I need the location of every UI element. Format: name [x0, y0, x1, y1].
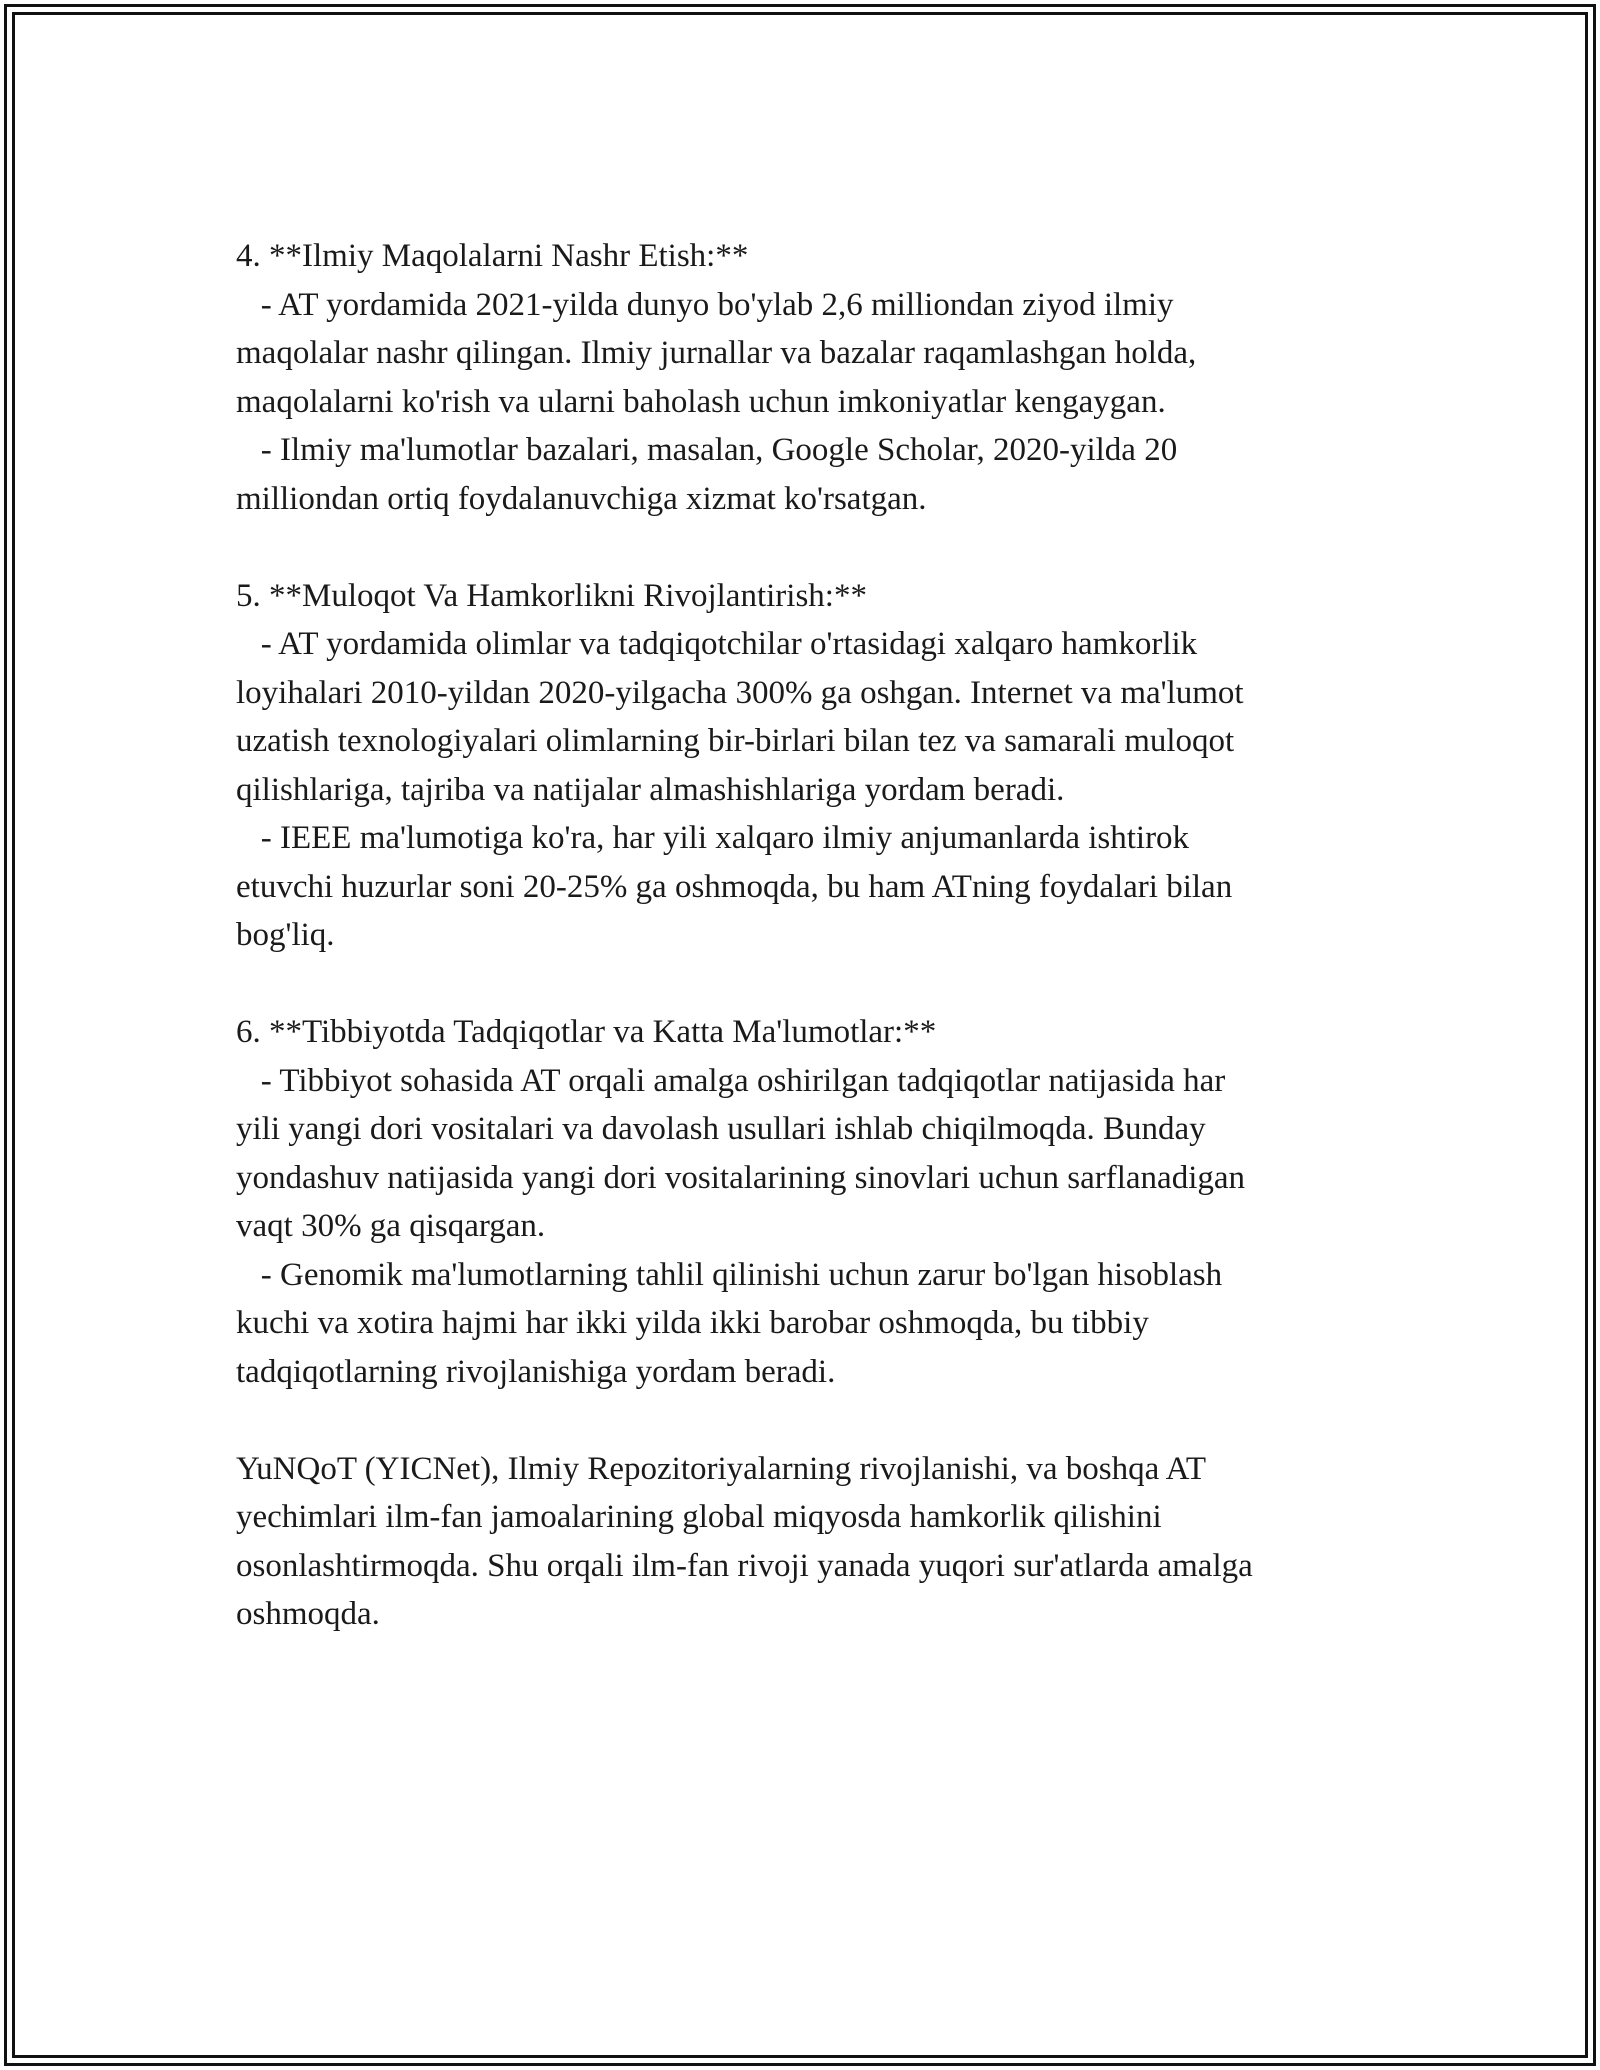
- section-heading: 6. **Tibbiyotda Tadqiqotlar va Katta Ma'lumotlar:**: [236, 1014, 937, 1050]
- paragraph-gap: [236, 523, 1386, 572]
- document-body: [236, 232, 1386, 1639]
- text-line: loyihalari 2010-yildan 2020-yilgacha 300% ga oshgan. Internet va ma'lumot: [236, 674, 1244, 711]
- paragraph-gap: [236, 1396, 1386, 1445]
- text-line: etuvchi huzurlar soni 20-25% ga oshmoqda, bu ham ATning foydalari bilan: [236, 868, 1233, 905]
- text-line: - Tibbiyot sohasida AT orqali amalga oshirilgan tadqiqotlar natijasida har: [236, 1062, 1226, 1099]
- text-line: - AT yordamida 2021-yilda dunyo bo'ylab 2,6 milliondan ziyod ilmiy: [236, 286, 1174, 323]
- text-line: YuNQoT (YICNet), Ilmiy Repozitoriyalarning rivojlanishi, va boshqa AT: [236, 1450, 1206, 1487]
- text-line: bog'liq.: [236, 917, 335, 953]
- text-line: - Genomik ma'lumotlarning tahlil qilinishi uchun zarur bo'lgan hisoblash: [236, 1256, 1223, 1293]
- text-line: qilishlariga, tajriba va natijalar almashishlariga yordam beradi.: [236, 771, 1065, 808]
- text-line: yili yangi dori vositalari va davolash usullari ishlab chiqilmoqda. Bunday: [236, 1111, 1206, 1147]
- paragraph-gap: [236, 960, 1386, 1009]
- text-line: yondashuv natijasida yangi dori vositalarining sinovlari uchun sarflanadigan: [236, 1159, 1246, 1196]
- text-line: - IEEE ma'lumotiga ko'ra, har yili xalqaro ilmiy anjumanlarda ishtirok: [236, 820, 1190, 856]
- section-conclusion: [236, 1445, 1386, 1639]
- text-line: milliondan ortiq foydalanuvchiga xizmat ko'rsatgan.: [236, 480, 927, 517]
- text-line: oshmoqda.: [236, 1596, 380, 1632]
- section-ilmiy-maqolalar: [236, 232, 1386, 523]
- section-muloqot-hamkorlik: [236, 572, 1386, 960]
- text-line: kuchi va xotira hajmi har ikki yilda ikki barobar oshmoqda, bu tibbiy: [236, 1305, 1149, 1341]
- text-line: uzatish texnologiyalari olimlarning bir-birlari bilan tez va samarali muloqot: [236, 723, 1235, 759]
- text-line: yechimlari ilm-fan jamoalarining global miqyosda hamkorlik qilishini: [236, 1499, 1162, 1535]
- text-line: - AT yordamida olimlar va tadqiqotchilar o'rtasidagi xalqaro hamkorlik: [236, 626, 1198, 662]
- text-line: maqolalarni ko'rish va ularni baholash uchun imkoniyatlar kengaygan.: [236, 383, 1166, 420]
- text-line: tadqiqotlarning rivojlanishiga yordam beradi.: [236, 1353, 836, 1390]
- text-line: maqolalar nashr qilingan. Ilmiy jurnallar va bazalar raqamlashgan holda,: [236, 335, 1197, 371]
- text-line: osonlashtirmoqda. Shu orqali ilm-fan rivoji yanada yuqori sur'atlarda amalga: [236, 1547, 1253, 1584]
- section-tibbiyot-tadqiqotlar: [236, 1008, 1386, 1396]
- text-line: vaqt 30% ga qisqargan.: [236, 1208, 546, 1244]
- section-heading: 5. **Muloqot Va Hamkorlikni Rivojlantirish:**: [236, 577, 867, 614]
- text-line: - Ilmiy ma'lumotlar bazalari, masalan, Google Scholar, 2020-yilda 20: [236, 432, 1178, 468]
- section-heading: 4. **Ilmiy Maqolalarni Nashr Etish:**: [236, 238, 749, 274]
